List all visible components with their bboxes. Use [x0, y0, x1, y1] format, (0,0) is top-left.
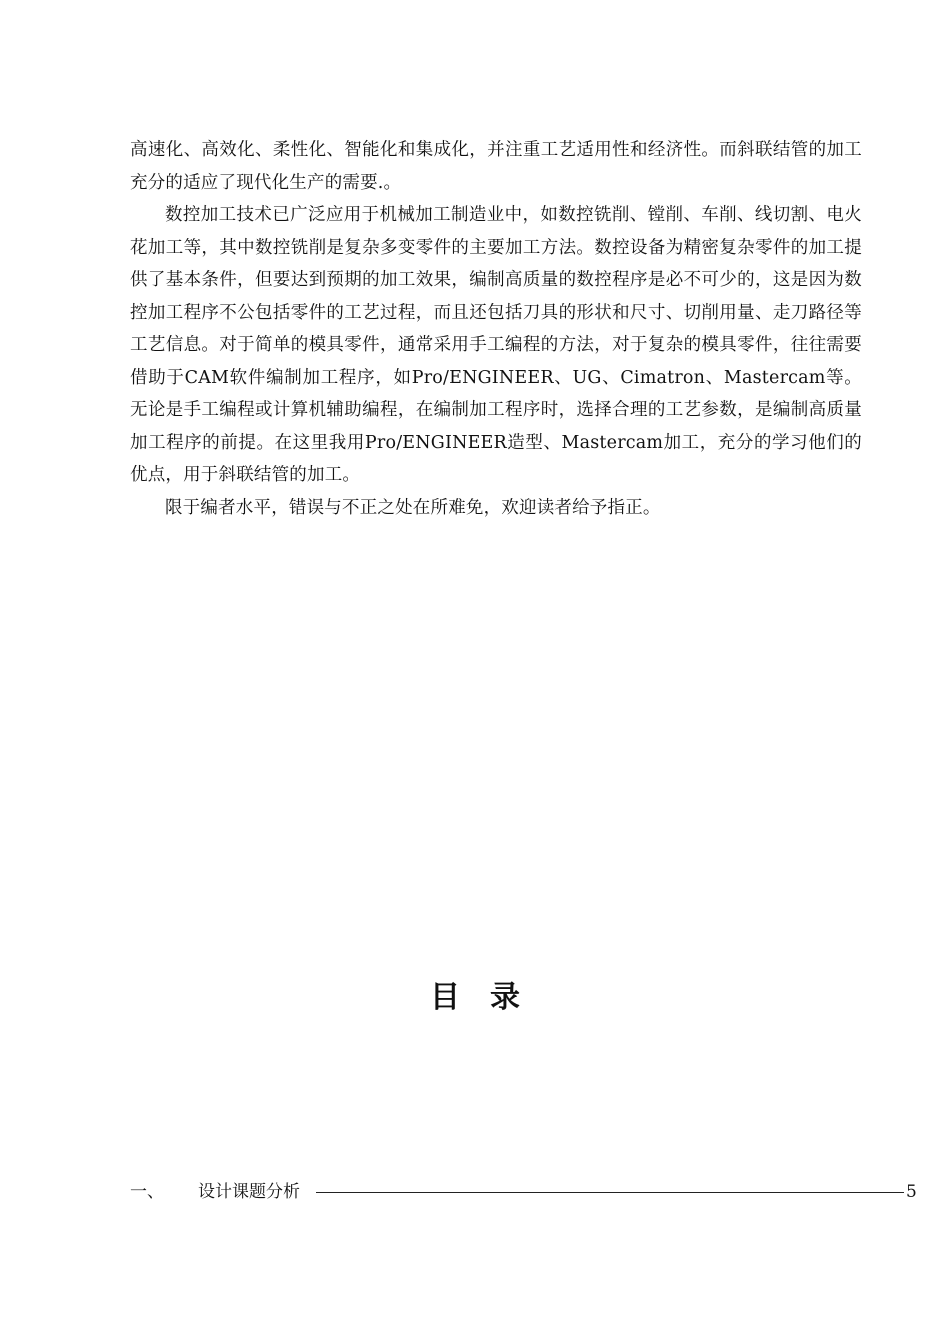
paragraph-cnc-technology: 数控加工技术已广泛应用于机械加工制造业中，如数控铣削、镗削、车削、线切割、电火花加工等，其中数控铣削是复杂多变零件的主要加工方法。数控设备为精密复杂零件的加工提供了基本条件，但要达到预期的加工效果，编制高质量的数控程序是必不可少的，这是因为数控加工程序不公包括零件的工艺过程，而且还包括刀具的形状和尺寸、切削用量、走刀路径等工艺信息。对于简单的模具零件，通常采用手工编程的方法，对于复杂的模具零件，往往需要借助于CAM软件编制加工程序，如Pro/ENGINEER、UG、Cimatron、Mastercam等。无论是手工编程或计算机辅助编程，在编制加工程序时，选择合理的工艺参数，是编制高质量加工程序的前提。在这里我用Pro/ENGINEER造型、Mastercam加工，充分的学习他们的优点，用于斜联结管的加工。	[130, 205, 862, 485]
toc-heading	[0, 972, 950, 1016]
toc-heading-char-1: 目	[430, 980, 460, 1015]
toc-heading-char-2: 录	[490, 980, 520, 1015]
paragraph-continuation: 高速化、高效化、柔性化、智能化和集成化，并注重工艺适用性和经济性。而斜联结管的加工充分的适应了现代化生产的需要.。	[130, 140, 862, 193]
toc-entry-page-number: 5	[906, 1182, 917, 1202]
toc-entry-leader-line	[316, 1192, 904, 1193]
toc-entry-number: 一、	[130, 1182, 164, 1202]
toc-entry[interactable]	[130, 1179, 917, 1205]
paragraph-disclaimer: 限于编者水平，错误与不正之处在所难免，欢迎读者给予指正。	[165, 497, 661, 518]
toc-entry-label: 设计课题分析	[198, 1182, 300, 1202]
preface-body	[130, 134, 862, 524]
